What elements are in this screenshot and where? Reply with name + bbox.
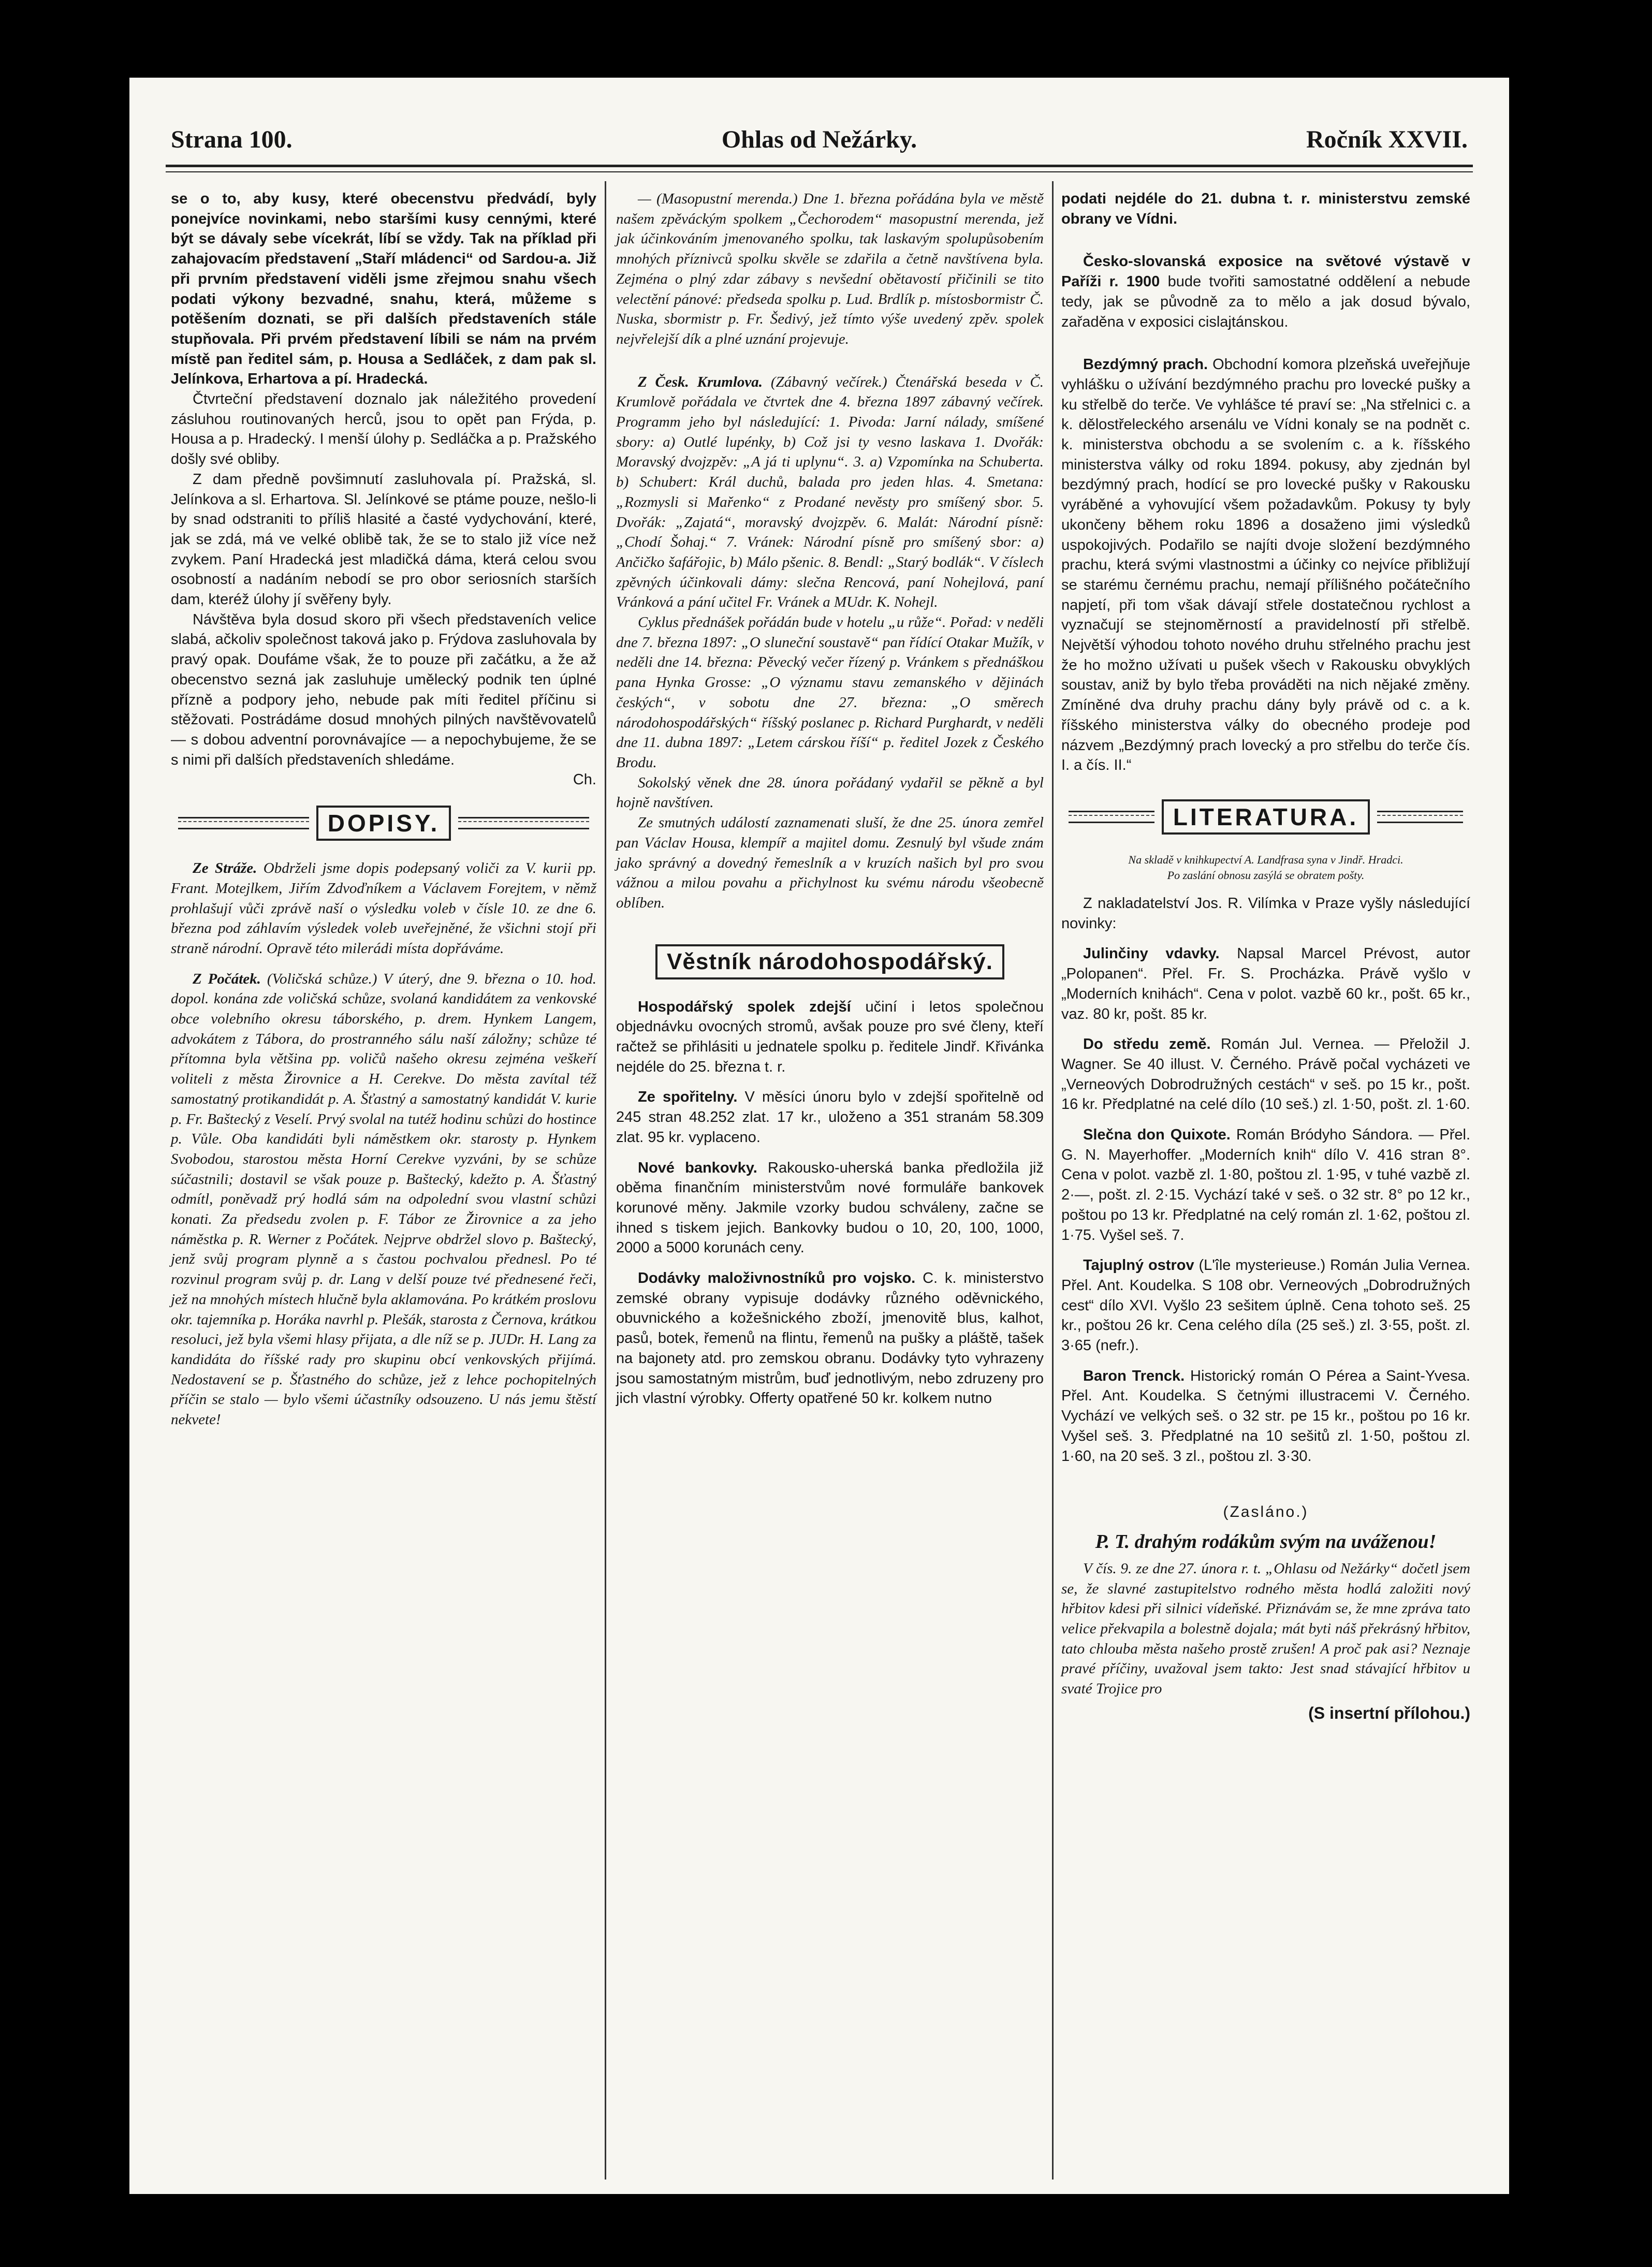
- dodavky-continuation: podati nejdéle do 21. dubna t. r. ministerstvu zemské obrany ve Vídni.: [1061, 191, 1470, 227]
- theatre-review-signature: Ch.: [573, 771, 596, 788]
- book-quixote-text: Román Bródyho Sándora. — Přel. G. N. Mayerhoffer. „Moderních knih“ dílo V. 416 stran 8°. Cena v polot. vazbě zl. 1·80, poštou zl. 1·95, v tuhé vazbě zl. 2·—, pošt. zl. 2·15. Vychází také v seš. o 32 str. 8° po 12 kr., poštou po 13 kr. Předplatné na celý román zl. 1·62, poštou zl. 1·75. Vyšel seš. 7.: [1061, 1127, 1470, 1244]
- sporitelna-item: [616, 1087, 1044, 1147]
- letter-pocatek: [171, 969, 596, 1430]
- theatre-review-p3: Z dam předně povšimnutí zasluhovala pí. Pražská, sl. Jelínkova a sl. Erhartova. Sl. Jelínkové se ptáme pouze, nešlo-li by snad odstraniti to příliš hlasité a časté vydychování, které, jak se zdá, má ve velké oblibě tak, že se to stalo již více než zvykem. Paní Hradecká jest mladičká dáma, která celou svou osobností a nadáním nebodí se pro obor seriosních starších dam, kteréž úlohy jí svěřeny byly.: [171, 471, 596, 608]
- book-zeme-title: Do středu země.: [1083, 1036, 1211, 1053]
- spacer: [1061, 229, 1470, 252]
- column-divider: [1052, 181, 1054, 2180]
- volume-number: Ročník XXVII.: [1306, 126, 1468, 153]
- theatre-review-p4: Návštěva byla dosud skoro při všech představeních velice slabá, ačkoliv společnost taková jako p. Frýdova zasluhovala by pravý opak. Doufáme však, že to pouze při začátku, a že až obecenstvo sezná jak zasluhuje umělecký podnik ten úplné přízně a podpory jeho, nebude pak míti ředitel příčinu si stěžovati. Postrádáme dosud mnohých pilných navštěvovatelů — s dobou adventní porovnávajíce — a nepochybujeme, že se s nimi při dalších představeních shledáme.: [171, 611, 596, 768]
- hosp-spolek-item: [616, 997, 1044, 1077]
- spacer: [616, 1077, 1044, 1087]
- ornament-right: [458, 817, 589, 829]
- krumlov-subtitle: (Zábavný večírek.): [770, 373, 887, 390]
- dodavky-text: C. k. ministerstvo zemské obrany vypisuje dodávky různého oděvnického, obuvnického a kožešnického zboží, jmenovitě blus, kalhot, pasů, botek, řemenů na flintu, řemenů na pušky a pláště, tašek na bajonety atd. pro zemskou obranu. Dodávky tyto vyhrazeny jsou samostatným mistrům, buď jednotlivým, nebo zdruzeny pro jich vlastní výrobky. Offerty opatřené 50 kr. kolkem nutno: [616, 1270, 1044, 1407]
- sporitelna-text: V měsíci únoru bylo v zdejší spořitelně od 245 stran 48.252 zlat. 17 kr., uloženo a 351 stranám 58.309 zlat. 95 kr. vyplaceno.: [616, 1089, 1044, 1146]
- letter-straze-text: Obdrželi jsme dopis podepsaný voliči za V. kurii pp. Frant. Motejlkem, Jiřím Zdvoďníkem a Václavem Forejtem, v němž prohlašují vůči zprávě naší o výsledku voleb v čísle 10. ze dne 6. března pod záhlavím výsledek voleb uveřejněné, že všichni stojí při straně národní. Opravě této milerádi místa dopřáváme.: [171, 860, 596, 957]
- section-title-literatura: LITERATURA.: [1162, 799, 1370, 835]
- newspaper-title: Ohlas od Nežárky.: [721, 126, 917, 153]
- header-rule: [166, 165, 1473, 172]
- column-1: [171, 189, 596, 1430]
- spacer: [1061, 332, 1470, 355]
- zaslano-label: (Zasláno.): [1223, 1503, 1309, 1521]
- book-zeme-text: Román Jul. Vernea. — Přeložil J. Wagner. Se 40 illust. V. Černého. Právě počal vycházeti ve „Verneových Dobrodružných cestách“ v seš. po 15 kr., pošt. 16 kr. Předplatné na celé dílo (10 seš.) zl. 1·50, pošt. zl. 1·60.: [1061, 1036, 1471, 1113]
- krumlov-text: Čtenářská beseda v Č. Krumlově pořádala ve čtvrtek dne 4. března 1897 zábavný večírek. Programm jeho byl následující: 1. Pivoda: Jarní nálady, smíšené sbory: a) Outlé lupénky, b) Což jsi ty vesno laskava 1. Dvořák: Moravský dvojzpěv: „A já ti uplynu“. 3. a) Vzpomínka na Schuberta. b) Schubert: Král duchů, balada pro jeden hlas. 4. Smetana: „Rozmysli si Mařenko“ z Prodané nevěsty pro smíšený sbor. 5. Dvořák: „Zajatá“, moravský dvojzpěv. 6. Malát: Národní písně: „Chodí Šohaj.“ 7. Vránek: Národní písně pro smíšený sbor: a) Ančičko šafářojic, b) Málo pšenic. 8. Bendl: „Starý bodlák“. V číslech zpěvných účinkovali dámy: slečna Rencová, paní Nohejlová, paní Vránková a pání učitel Fr. Vránek a MUdr. K. Nohejl.: [616, 373, 1044, 611]
- ornament-left: [1069, 811, 1154, 823]
- ornament-left: [178, 817, 309, 829]
- book-trenck-title: Baron Trenck.: [1083, 1367, 1185, 1384]
- theatre-review-p1: se o to, aby kusy, které obecenstvu předvádí, byly ponejvíce novinkami, nebo staršími kusy cennými, které být se dávaly sebe vícekrát, líbí se vždy. Tak na příklad při zahajovacím představení „Staří mládenci“ od Sardou-a. Již při prvním představení viděli jsme zřejmou snahu všech podati výkony bezvadné, snahu, která, můžeme s potěšením doznati, se při dalších představeních stále stupňovala. Při prvém představení líbili se nám na prvém místě pan ředitel sám, p. Housa a Sedláček, z dam pak sl. Jelínkova, Erhartova a pí. Hradecká.: [171, 191, 596, 388]
- literatura-note-1: Na skladě v knihkupectví A. Landfrasa syna v Jindř. Hradci.: [1128, 853, 1404, 866]
- section-title-vestnik: Věstník národohospodářský.: [655, 944, 1004, 979]
- dopisy-banner: [171, 806, 596, 841]
- column-3: [1061, 189, 1470, 1723]
- theatre-review-p2: Čtvrteční představení doznalo jak náležitého provedení zásluhou routinovaných herců, jsou to opět pan Frýda, p. Housa a p. Hradecký. I menší úlohy p. Sedláčka a p. Pražského došly své obliby.: [171, 391, 596, 468]
- spacer: [616, 1148, 1044, 1158]
- book-julincina: [1061, 944, 1470, 1024]
- expo-text: bude tvořiti samostatné oddělení a nebude tedy, jak se původně za to mělo a jak dosud bývalo, zařaděna v exposici cislajtánskou.: [1061, 273, 1470, 330]
- column-divider: [605, 181, 606, 2180]
- dodavky-item: [616, 1268, 1044, 1409]
- letter-pocatek-heading: Z Počátek.: [193, 970, 261, 987]
- spacer: [171, 959, 596, 969]
- krumlov-heading: Z Česk. Krumlova.: [638, 373, 763, 390]
- running-header: [171, 125, 1468, 167]
- prach-heading: Bezdýmný prach.: [1083, 356, 1208, 373]
- section-title-dopisy: DOPISY.: [316, 806, 451, 841]
- bankovky-heading: Nové bankovky.: [638, 1159, 757, 1176]
- book-tajuplny-ostrov: [1061, 1255, 1470, 1356]
- dodavky-heading: Dodávky maloživnostníků pro vojsko.: [638, 1270, 916, 1287]
- literatura-intro: Z nakladatelství Jos. R. Vilímka v Praze vyšly následující novinky:: [1061, 895, 1470, 932]
- hosp-spolek-text: učiní i letos společnou objednávku ovocných stromů, avšak pouze pro své členy, kteří račtež se přihlásiti u jednatele spolku p. ředitele Jindř. Křivánka nejdéle do 25. března t. r.: [616, 998, 1044, 1075]
- zaslano-text: V čís. 9. ze dne 27. února r. t. „Ohlasu od Nežárky“ dočetl jsem se, že slavné zastupitelstvo rodného města hodlá založiti nový hřbitov kdesi při silnici vídeňské. Přiznávám se, že mne zpráva tato velice překvapila a bolestně dojala; mát byti náš překrásný hřbitov, tato chlouba města našeho prostě zrušen! A proč pak asi? Neznaje pravé příčiny, uvažoval jsem takto: Jest snad stávající hřbitov u svaté Trojice pro: [1061, 1560, 1470, 1698]
- newspaper-page: [129, 78, 1509, 2194]
- spacer: [1061, 1115, 1470, 1125]
- hosp-spolek-heading: Hospodářský spolek zdejší: [638, 998, 851, 1015]
- spacer: [1061, 1356, 1470, 1366]
- book-baron-trenck: [1061, 1366, 1470, 1467]
- letter-pocatek-subtitle: (Voličská schůze.): [267, 970, 377, 987]
- expo-item: [1061, 252, 1470, 332]
- bankovky-item: [616, 1158, 1044, 1259]
- book-quixote: [1061, 1125, 1470, 1245]
- spacer: [616, 349, 1044, 372]
- insert-notice: (S insertní přílohou.): [1308, 1703, 1470, 1722]
- letter-pocatek-text: V úterý, dne 9. března o 10. hod. dopol. konána zde voličská schůze, svolaná kandidátem za venkovské obce volebního okresu táborského, p. drem. Hynkem Langem, advokátem z Tábora, do prostranného sálu naší záložny; schůze té přítomna byla většina pp. voličů našeho okresu zejména veškeří voliteli z města Žirovnice a H. Cerekve. Do města zavítal též samostatný protikandidát p. A. Šťastný a samostatný kandidát V. kurie p. Fr. Baštecký z Veselí. Prvý svolal na tutéž hodinu schůzi do hostince p. Vůle. Oba kandidáti byli náměstkem okr. starosty p. Hynkem Svobodou, starostou města Horní Cerekve vyzváni, by se schůze súčastnili; dostavil se však pouze p. Baštecký, kdežto p. A. Šťastný odmítl, poněvadž prý hodlá sám na odpolední svou vlastní schůzi konati. Za předsedu zvolen p. F. Tábor ze Žirovnice a za jeho náměstka p. R. Werner z Počátek. Nejprve obdržel slovo p. Baštecký, jenž svůj program plynně a s častou pochvalou přednesl. Po té rozvinul program svůj p. dr. Lang v delší pouze tvé přednesené řeči, jež na mnohých místech hlučně byla aklamována. Po krátkém proslovu okr. tajemníka p. Horáka navrhl p. Plešák, starosta z Černova, krátkou resoluci, jež byla všemi hlasy přijata, a dle níž se p. JUDr. H. Lang za kandidáta do říšské rady pro skupinu obcí venkovských přijímá. Nedostavení se p. Šťastného do schůze, jež z lehce pochopitelných příčin se stalo — bylo všemi účastníky odsouzeno. U nás jemu štěstí nekvete!: [171, 970, 597, 1428]
- sporitelna-heading: Ze spořitelny.: [638, 1089, 738, 1106]
- book-quixote-title: Slečna don Quixote.: [1083, 1127, 1231, 1144]
- spacer: [1061, 883, 1470, 894]
- prach-text: Obchodní komora plzeňská uveřejňuje vyhlášku o užívání bezdýmného prachu pro lovecké pušky a ku střelbě do terče. Ve vyhlášce té praví se: „Na střelnici c. a k. dělostřeleckého arsenálu ve Vídni konaly se na podnět c. k. ministerstva obchodu a se svolením c. a k. říšského ministerstva války od roku 1894. pokusy, aby zjednán byl bezdýmný prach, hodící se pro lovecké pušky v Rakousku vyráběné a vyhovující všem požadavkům. Pokusy ty byly ukončeny během roku 1896 a dosaženo jimi výsledků uspokojivých. Podařilo se najíti dvoje složení bezdýmného prachu, která svými vlastnostmi a účinky co nejvíce přibližují se starému černému prachu, nemají přílišného počátečního napjetí, při tom však dávají střele dostatečnou rychlost a vyznačují se stejnoměrností a pravidelností při střelbě. Největší výhodou tohoto nového druhu střelného prachu jest že ho možno užívati u pušek všech v Rakousku obvyklých soustav, aniž by bylo třeba prováděti na nich nějaké změny. Zmíněné dva druhy prachu dány byly právě od c. a k. říšského ministerstva války do obecného prodeje pod názvem „Bezdýmný prach lovecký a pro střelbu do terče čís. I. a čís. II.“: [1061, 356, 1470, 774]
- merenda-article: — (Masopustní merenda.) Dne 1. března pořádána byla ve městě našem zpěváckým spolkem „Čechorodem“ masopustní merenda, jež jak účinkováním jmenovaného spolku, tak laskavým spolupůsobením mnohých příznivců spolku skvěle se zdařila a četně navštívena byla. Zejména o plný zdar zábavy s nevšední obětavostí přičinili se tito velectění pánové: předseda spolku p. Lud. Brdlík p. místosbormistr Č. Nuska, sbormistr p. Fr. Šedivý, jež tímto výše uvedený zpěv. spolek nejvřelejší dík a plné uznání projevuje.: [616, 191, 1044, 347]
- letter-straze: [171, 858, 596, 959]
- krumlov-obituary: Ze smutných událostí zaznamenati sluší, že dne 25. února zemřel pan Václav Housa, klempíř a majitel domu. Zesnulý byl všude znám jako správný a dovedný řemeslník a v kruzích našich byl pro svou vážnou a milou povahu a přichylnost ku svému národu všeobecně oblíben.: [616, 814, 1044, 911]
- book-trenck-text: Historický román O Pérea a Saint-Yvesa. Přel. Ant. Koudelka. S četnými illustracemi V. Černého. Vychází ve velkých seš. o 32 str. pe 15 kr., poštou po 16 kr. Vyšel seš. 3. Předplatné na 10 sešitů zl. 1·50, poštou zl. 1·60, na 20 seš. 3 zl., poštou zl. 3·30.: [1061, 1367, 1470, 1465]
- spacer: [1061, 933, 1470, 944]
- book-julincina-title: Julinčiny vdavky.: [1083, 945, 1220, 962]
- page-number: Strana 100.: [171, 126, 293, 153]
- book-tajuplny-text: (L'île mysterieuse.) Román Julia Vernea. Přel. Ant. Koudelka. S 108 obr. Verneových „Dobrodružných cest“ dílo XVI. Vyšlo 23 sešitem úplně. Cena tohoto seš. 25 kr., poštou 26 kr. Cena celého díla (25 seš.) zl. 3·55, pošt. zl. 3·65 (nefr.).: [1061, 1257, 1471, 1354]
- krumlov-article: [616, 372, 1044, 612]
- krumlov-sokol: Sokolský věnek dne 28. února pořádaný vydařil se pěkně a byl hojně navštíven.: [616, 774, 1044, 811]
- expo-heading: Česko-slovanská exposice na světové výstavě v Paříži r. 1900: [1061, 253, 1470, 290]
- ornament-right: [1377, 811, 1463, 823]
- book-julincina-text: Napsal Marcel Prévost, autor „Polopanen“. Přel. Fr. S. Procházka. Právě vyšlo v „Moderních knihách“. Cena v polot. vazbě 60 kr., pošt. 65 kr., vaz. 80 kr, pošt. 85 kr.: [1061, 945, 1470, 1022]
- literatura-note-2: Po zaslání obnosu zasýlá se obratem pošty.: [1167, 868, 1365, 882]
- vestnik-banner: [616, 944, 1044, 979]
- spacer: [1061, 1245, 1470, 1255]
- prach-item: [1061, 355, 1470, 776]
- spacer: [1061, 1024, 1470, 1034]
- letter-straze-heading: Ze Stráže.: [193, 860, 257, 877]
- book-do-stredu-zeme: [1061, 1034, 1470, 1115]
- spacer: [616, 1258, 1044, 1268]
- krumlov-lecture-cycle: Cyklus přednášek pořádán bude v hotelu „u růže“. Pořad: v neděli dne 7. března 1897: „O sluneční soustavě“ pan řídící Otakar Mužík, v neděli dne 14. března: Pěvecký večer řízený p. Vránkem s přednáškou pana Hynka Grosse: „O významu stavu zemanského v dějinách českých“, v sobotu dne 27. března: „O směrech národohospodářských“ říšský poslanec p. Richard Purghardt, v neděli dne 11. dubna 1897: „Letem cárskou říší“ p. ředitel Jozek z Českého Brodu.: [616, 614, 1044, 771]
- literatura-banner: [1061, 799, 1470, 835]
- zaslano-heading: P. T. drahým rodákům svým na uváženou!: [1095, 1530, 1437, 1553]
- column-2: [616, 189, 1044, 1409]
- bankovky-text: Rakousko-uherská banka předložila již oběma finančním ministerstvům nové formuláře bankovek korunové měny. Jakmile vzorky budou schváleny, začne se ihned s tiskem jejich. Bankovky budou o 10, 20, 100, 1000, 2000 a 5000 korunách ceny.: [616, 1159, 1044, 1256]
- book-tajuplny-title: Tajuplný ostrov: [1083, 1257, 1194, 1274]
